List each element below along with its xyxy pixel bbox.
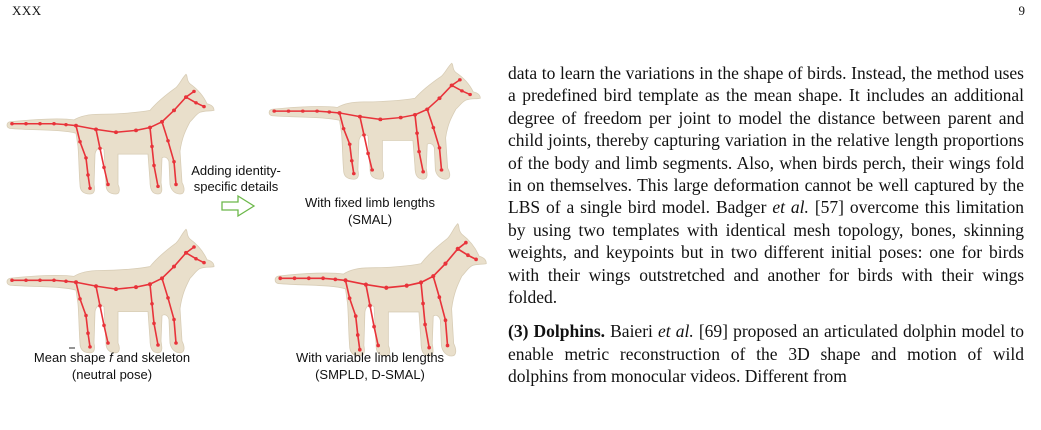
page-number: 9: [1018, 3, 1025, 18]
neutral-pose-animal: [7, 229, 214, 352]
top-right-caption-line2: (SMAL): [347, 212, 393, 227]
bottom-left-caption-line2: (neutral pose): [71, 367, 153, 382]
arrow-icon: [222, 196, 254, 216]
middle-caption-line2: specific details: [193, 179, 279, 194]
bottom-left-caption-line1: Mean shape f and skeleton: [33, 350, 191, 365]
middle-caption-line1: Adding identity-: [191, 163, 281, 178]
animal-skeleton-figure: [0, 40, 500, 390]
bottom-right-caption-line2: (SMPLD, D-SMAL): [315, 367, 425, 382]
top-right-caption-line1: With fixed limb lengths: [304, 195, 436, 210]
paragraph-dolphins: (3) Dolphins. Baieri et al. [69] proposed an articulated dolphin model to enable metric reconstruction of the 3D shape and motion of wild dolphins from monocular videos. Different from: [508, 321, 1024, 387]
fixed-limb-animal: [269, 63, 480, 179]
running-header: XXX: [12, 3, 42, 18]
body-text-column: [508, 62, 1024, 388]
variable-limb-animal: [275, 224, 486, 356]
mean-shape-animal: [7, 74, 214, 194]
bottom-right-caption-line1: With variable limb lengths: [295, 350, 445, 365]
paragraph-birds: data to learn the variations in the shape of birds. Instead, the method uses a predefined bird template as the mean shape. It includes an additional degree of freedom per joint to model the distance between parent and child joints, thereby capturing variation in the relative length proportions of the body and limb segments. Also, when birds perch, their wings fold in on themselves. This large deformation cannot be well captured by the LBS of a single bird model. Badger et al. [57] overcome this limitation by using two templates with identical mesh topology, bones, skinning weights, and keypoints but in two different initial poses: one for birds with their wings outstretched and another for birds with their wings folded.: [508, 63, 1025, 308]
